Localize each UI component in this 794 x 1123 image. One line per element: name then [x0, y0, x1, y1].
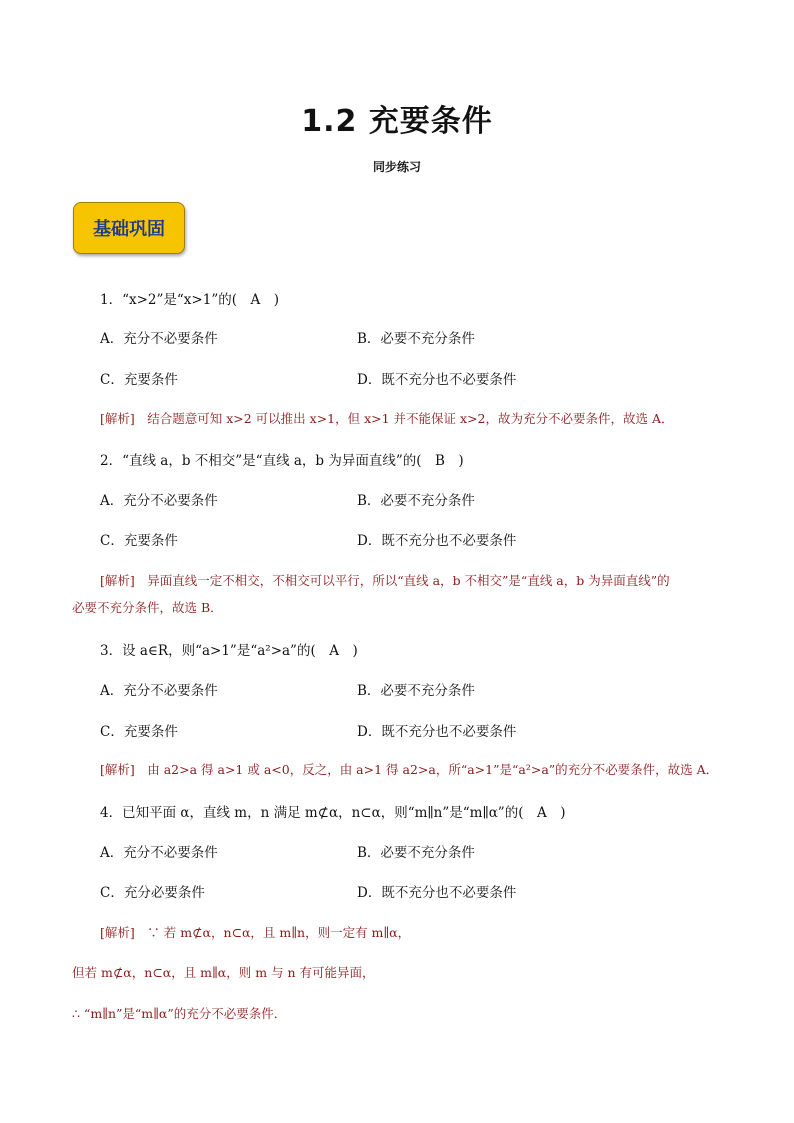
- question-1-option-d: D．既不充分也不必要条件: [357, 372, 517, 388]
- question-3-option-b: B．必要不充分条件: [357, 683, 475, 699]
- page-subtitle: 同步练习: [372, 160, 421, 174]
- question-3-option-c: C．充要条件: [100, 724, 178, 740]
- question-1-option-b: B．必要不充分条件: [357, 331, 475, 347]
- question-2-analysis-line-2: 必要不充分条件，故选 B．: [72, 600, 223, 615]
- section-badge: 基础巩固: [73, 202, 185, 254]
- question-2-option-c: C．充要条件: [100, 533, 178, 549]
- question-3-option-a: A．充分不必要条件: [100, 683, 218, 699]
- question-4-analysis-line-2: 但若 m⊄α，n⊂α，且 m∥α，则 m 与 n 有可能异面，: [72, 965, 375, 980]
- question-3-stem: 3．设 a∈R，则“a>1”是“a²>a”的( A ): [100, 643, 358, 659]
- question-1-option-a: A．充分不必要条件: [100, 331, 218, 347]
- question-1-option-c: C．充要条件: [100, 372, 178, 388]
- question-2-option-d: D．既不充分也不必要条件: [357, 533, 517, 549]
- question-4-stem: 4．已知平面 α，直线 m，n 满足 m⊄α，n⊂α，则“m∥n”是“m∥α”的( A ): [100, 805, 566, 821]
- page-title: 1.2 充要条件: [301, 104, 493, 139]
- question-4-option-a: A．充分不必要条件: [100, 845, 218, 861]
- question-4-analysis-line-1: [解析] ∵ 若 m⊄α，n⊂α，且 m∥n，则一定有 m∥α，: [100, 925, 411, 940]
- question-2-stem: 2．“直线 a，b 不相交”是“直线 a，b 为异面直线”的( B ): [100, 453, 464, 469]
- question-1-stem: 1．“x>2”是“x>1”的( A ): [100, 292, 280, 308]
- question-1-analysis: [解析] 结合题意可知 x>2 可以推出 x>1，但 x>1 并不能保证 x>2，故为充分不必要条件，故选 A．: [100, 411, 674, 426]
- question-4-analysis-line-3: ∴ “m∥n”是“m∥α”的充分不必要条件．: [72, 1006, 287, 1021]
- question-4-option-c: C．充分必要条件: [100, 885, 205, 901]
- question-4-option-d: D．既不充分也不必要条件: [357, 885, 517, 901]
- question-4-option-b: B．必要不充分条件: [357, 845, 475, 861]
- question-3-analysis: [解析] 由 a2>a 得 a>1 或 a<0，反之，由 a>1 得 a2>a，所“a>1”是“a²>a”的充分不必要条件，故选 A．: [100, 762, 719, 777]
- question-2-option-b: B．必要不充分条件: [357, 493, 475, 509]
- question-2-option-a: A．充分不必要条件: [100, 493, 218, 509]
- question-3-option-d: D．既不充分也不必要条件: [357, 724, 517, 740]
- question-2-analysis-line-1: [解析] 异面直线一定不相交，不相交可以平行，所以“直线 a，b 不相交”是“直线 a，b 为异面直线”的: [100, 573, 670, 588]
